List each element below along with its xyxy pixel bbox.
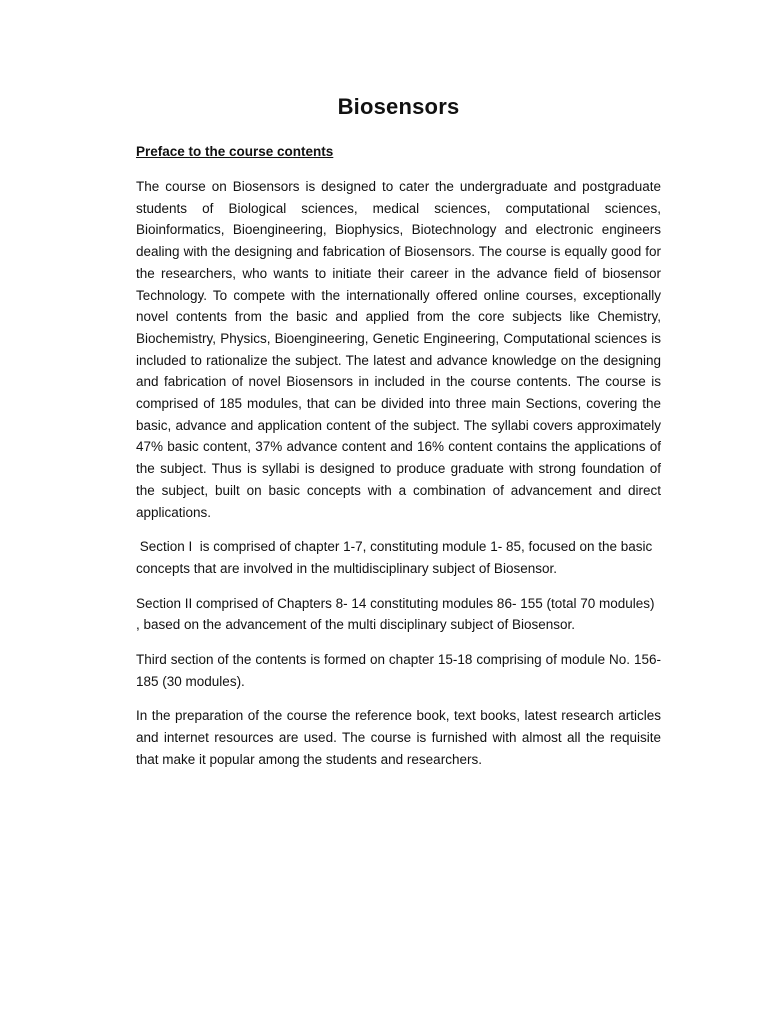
paragraph-section-1: Section I is comprised of chapter 1-7, constituting module 1- 85, focused on the basic concepts that are involved in the multidisciplinary subject of Biosensor. [136, 539, 657, 576]
section-heading: Preface to the course contents [136, 144, 334, 159]
document-title: Biosensors [337, 94, 460, 119]
document-page [136, 94, 661, 784]
paragraph-section-2: Section II comprised of Chapters 8- 14 constituting modules 86- 155 (total 70 modules) , based on the advancement of the multi disciplinary subject of Biosensor. [136, 595, 655, 633]
paragraph-intro: The course on Biosensors is designed to cater the undergraduate and postgraduate students of Biological sciences, medical sciences, computational sciences, Bioinformatics, Bioengineering, Biophysics, Biotechnology and electronic engineers dealing with the designing and fabrication of Biosensors. The course is equally good for the researchers, who wants to initiate their career in the advance field of biosensor Technology. To compete with the internationally offered online courses, exceptionally novel contents from the basic and applied from the core subjects like Chemistry, Biochemistry, Physics, Bioengineering, Genetic Engineering, Computational sciences is included to rationalize the subject. The latest and advance knowledge on the designing and fabrication of novel Biosensors in included in the course contents. The course is comprised of 185 modules, that can be divided into three main Sections, covering the basic, advance and application content of the subject. The syllabi covers approximately 47% basic content, 37% advance content and 16% content contains the applications of the subject. Thus is syllabi is designed to produce graduate with strong foundation of the subject, built on basic concepts with a combination of advancement and direct applications. [136, 179, 661, 520]
paragraph-preparation: In the preparation of the course the reference book, text books, latest research articles and internet resources are used. The course is furnished with almost all the requisite that make it popular among the students and researchers. [136, 708, 661, 767]
paragraph-section-3: Third section of the contents is formed on chapter 15-18 comprising of module No. 156-185 (30 modules). [136, 652, 661, 689]
